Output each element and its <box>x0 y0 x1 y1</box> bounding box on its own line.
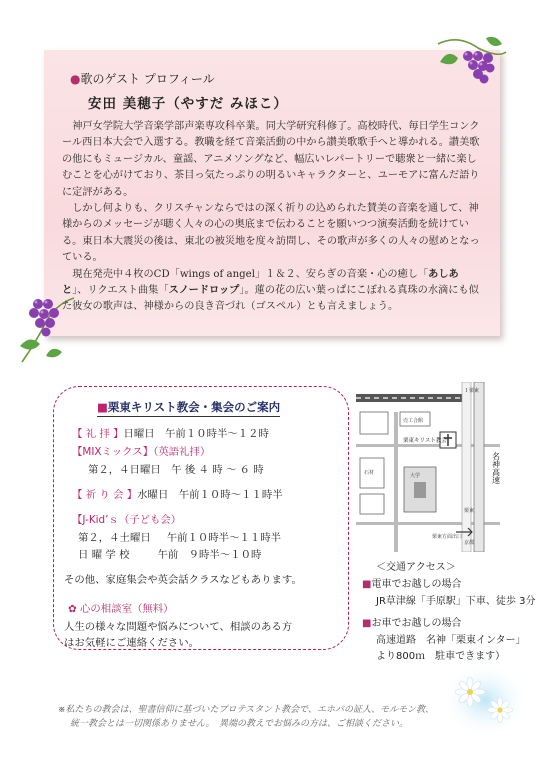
p3-part-c: 」、リクエスト曲集「 <box>72 285 169 297</box>
kids-label: 【J-Kid’ｓ <box>72 514 119 526</box>
footer-note <box>58 703 438 731</box>
map-school-label: 大学 <box>410 473 421 479</box>
consult-title-text: 心の相談室（無料） <box>80 603 174 615</box>
map-kyoto-label: 京都 <box>464 540 475 546</box>
consult-title <box>68 600 174 615</box>
prayer-row <box>72 486 283 501</box>
worship-row <box>72 425 269 440</box>
map-shop-label: 売工合館 <box>403 418 424 424</box>
sunday-school-row <box>78 546 261 561</box>
map-sign-top: Ｉ栗東 <box>464 388 480 394</box>
train-title <box>362 575 461 590</box>
access-title: ＜交通アクセス＞ <box>376 562 456 573</box>
kids-saturday-row <box>78 529 281 544</box>
train-detail: JR草津線「手原駅」下車、徒歩 3分 <box>376 596 536 607</box>
map-exit-label: 栗東方面出口 <box>432 534 463 540</box>
footer-note-line-2: 統一教会とは一切関係ありません。 異端の教えでお悩みの方は、ご相談ください。 <box>70 719 409 729</box>
footer-note-line-1: ※私たちの教会は、聖書信仰に基づいたプロテスタント教会で、エホバの証人、モルモン教、 <box>58 705 435 715</box>
car-title-text: お車でお越しの場合 <box>371 618 462 629</box>
map-church-label: 栗東キリスト教会 <box>403 438 447 444</box>
square-bullet-icon: ■ <box>362 579 372 590</box>
consult-line-1: 人生の様々な問題や悩みについて、相談のある方 <box>64 621 293 633</box>
sunday-school-day: 日 曜 学 校 <box>78 549 130 561</box>
prayer-time: 水曜日 午前１０時～１１時半 <box>137 489 283 501</box>
car-detail-1: 高速道路 名神「栗東インター」 <box>376 635 526 646</box>
profile-body <box>62 119 480 316</box>
map-station-label: JR手原駅 <box>360 385 392 394</box>
bullet-icon: ● <box>70 72 81 86</box>
car-detail-2: より800ｍ 駐車できます） <box>376 651 506 662</box>
grape-decoration-top-icon <box>428 34 508 94</box>
profile-paragraph-2: しかし何よりも、クリスチャンならではの深く祈りの込められた賛美の音楽を通して、神様からのメッセージが聴く人々の心の奥底まで伝わることを願いつつ演奏活動を続けている。東日本大震災の後は、東北の被災地を度々訪問し、その歌声が多くの人々の慰めとなっている。 <box>62 203 480 264</box>
kids-row <box>72 511 181 526</box>
car-title <box>362 614 461 629</box>
kids-note: （子ども会） <box>118 514 182 526</box>
mix-time: 第２，４日曜日 午 後 ４ 時 ～ ６ 時 <box>88 464 264 476</box>
flower-icon: ✿ <box>68 603 77 615</box>
kids-saturday-day: 第２，４土曜日 <box>78 532 151 544</box>
train-title-text: 電車でお越しの場合 <box>371 579 462 590</box>
p3-part-a: 現在発売中４枚のCD「wings of angel」１＆２、安らぎの音楽・心の癒し「 <box>72 268 429 280</box>
map-expressway-label: 名神高速 <box>491 452 500 484</box>
profile-paragraph-3 <box>62 267 480 316</box>
mix-note: （英語礼拝） <box>153 446 211 458</box>
mix-label: 【MIXミックス】 <box>72 446 154 458</box>
map-sign-bottom: 栗東 <box>464 508 475 514</box>
cd-title-ashiato: あしあと <box>62 268 459 297</box>
square-bullet-icon: ■ <box>362 618 372 629</box>
profile-heading <box>70 70 215 87</box>
profile-paragraph-1: 神戸女学院大学音楽学部声楽専攻科卒業。同大学研究科修了。高校時代、毎日学生コンクール西日本大会で入選する。教職を経て音楽活動の中から讃美歌歌手へと導かれる。讃美歌の他にもミュージカル、童謡、アニメソングなど、幅広いレパートリーで聴衆と一緒に楽しむことを心がけており、茶目っ気たっぷりの明るいキャラクターと、ユーモアに富んだ語りに定評がある。 <box>62 121 480 198</box>
prayer-label: 【 祈 り 会 】 <box>72 489 138 501</box>
info-title-text: 栗東キリスト教会・集会のご案内 <box>107 400 281 414</box>
other-meetings: その他、家庭集会や英会話クラスなどもあります。 <box>64 574 302 586</box>
worship-time: 日曜日 午前１０時半～１２時 <box>123 428 269 440</box>
map-stone-label: 石材 <box>364 470 375 476</box>
consult-line-2: はお気軽にご連絡ください。 <box>64 637 200 649</box>
access-map <box>356 382 500 552</box>
cd-title-snowdrop: スノードロップ <box>168 285 240 297</box>
sunday-school-time: 午前 ９時半～１０時 <box>157 549 262 561</box>
p3-part-e: 」。蓮の花の広い葉っぱにこぼれる真珠の水滴にも似た彼女の歌声は、神様からの良き音づれ（ゴスペル）とも言えましょう。 <box>62 285 479 313</box>
singer-name: 安田 美穂子（やすだ みほこ） <box>88 96 288 112</box>
info-title <box>97 399 280 417</box>
square-bullet-icon: ■ <box>97 400 108 414</box>
kids-saturday-time: 午前１０時半～１１時半 <box>166 532 282 544</box>
mix-row <box>72 443 210 458</box>
flower-decoration-icon <box>440 656 530 740</box>
worship-label: 【 礼 拝 】 <box>72 428 124 440</box>
profile-heading-text: 歌のゲスト プロフィール <box>80 72 215 86</box>
